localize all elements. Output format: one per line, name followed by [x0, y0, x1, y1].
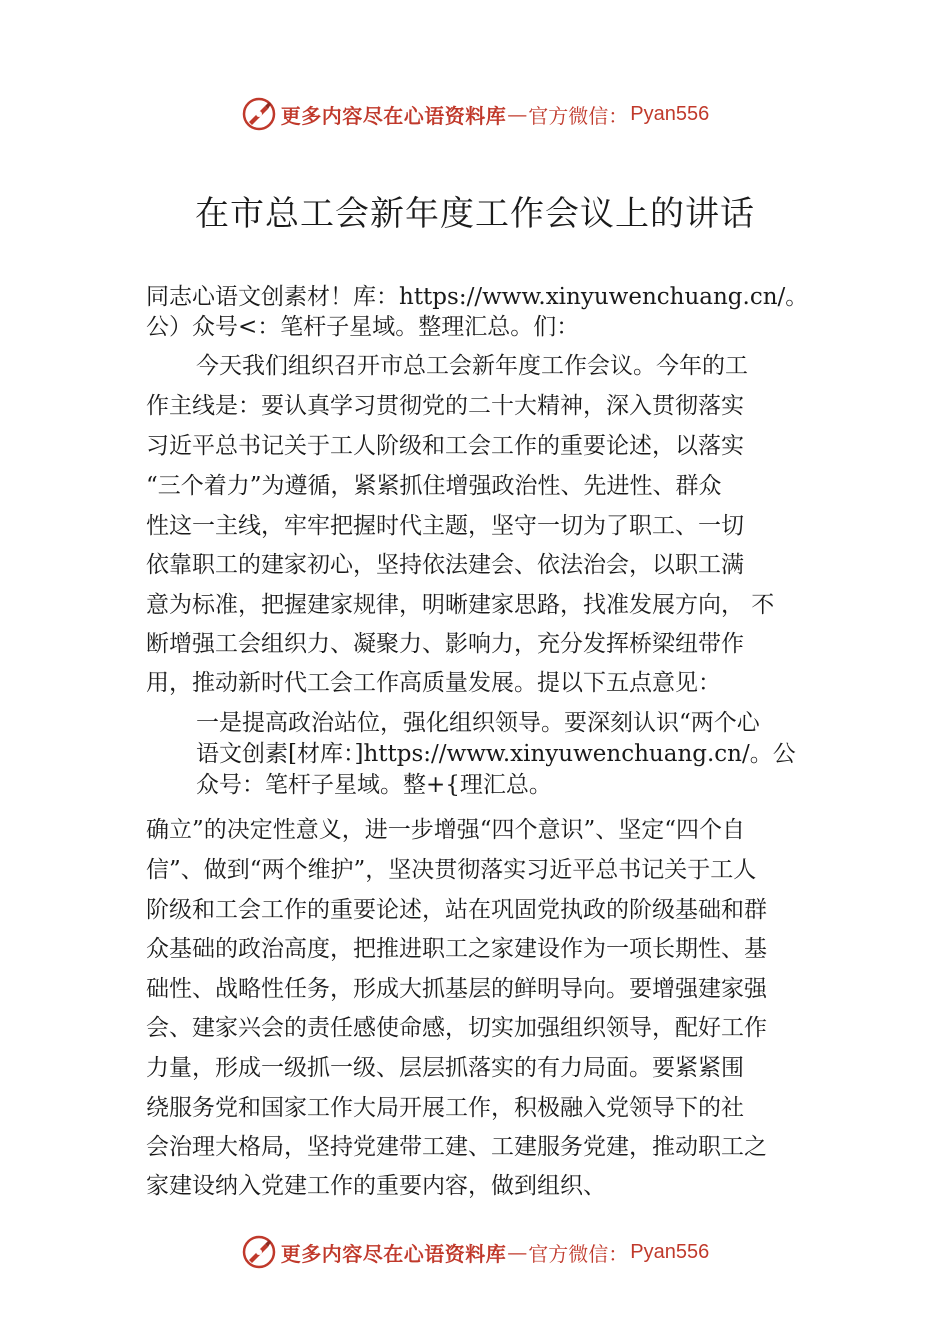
banner-text: 更多内容尽在心语资料库: [280, 1241, 507, 1266]
header-banner: [0, 94, 950, 134]
banner-label: 官方微信：: [528, 103, 629, 128]
text-line: 意为标准，把握建家规律，明晰建家思路，找准发展方向， 不: [146, 592, 775, 618]
text-line: 断增强工会组织力、凝聚力、影响力，充分发挥桥梁纽带作: [146, 631, 744, 657]
banner-label: 官方微信：: [528, 1241, 629, 1266]
text-line: “三个着力”为遵循，紧紧抓住增强政治性、先进性、群众: [146, 473, 722, 499]
text-line: 同志心语文创素材！库：https://www.xinyuwenchuang.cn/。: [146, 284, 809, 310]
text-line: 一是提高政治站位，强化组织领导。要深刻认识“两个心: [196, 710, 760, 736]
footer-banner: [0, 1232, 950, 1272]
text-line: 今天我们组织召开市总工会新年度工作会议。今年的工: [196, 353, 748, 379]
text-line: 习近平总书记关于工人阶级和工会工作的重要论述，以落实: [146, 433, 744, 459]
text-line: 阶级和工会工作的重要论述，站在巩固党执政的阶级基础和群: [146, 897, 767, 923]
text-line: 用，推动新时代工会工作高质量发展。提以下五点意见：: [146, 670, 721, 696]
wechat-id: Pyan556: [630, 1240, 710, 1263]
text-line: 确立”的决定性意义，进一步增强“四个意识”、坚定“四个自: [146, 817, 746, 843]
text-line: 作主线是：要认真学习贯彻党的二十大精神，深入贯彻落实: [146, 393, 744, 419]
text-line: 众号：笔杆子星域。整+{理汇总。: [196, 772, 552, 798]
banner-text: 更多内容尽在心语资料库: [280, 103, 507, 128]
text-line: 信”、做到“两个维护”，坚决贯彻落实习近平总书记关于工人: [146, 857, 757, 883]
text-line: 性这一主线，牢牢把握时代主题，坚守一切为了职工、一切: [146, 513, 744, 539]
page-title: 在市总工会新年度工作会议上的讲话: [195, 194, 755, 234]
wechat-id: Pyan556: [630, 102, 710, 125]
text-line: 力量，形成一级抓一级、层层抓落实的有力局面。要紧紧围: [146, 1055, 744, 1081]
text-line: 会治理大格局，坚持党建带工建、工建服务党建，推动职工之: [146, 1134, 767, 1160]
banner-dash: —: [507, 1240, 528, 1264]
text-line: 依靠职工的建家初心，坚持依法建会、依法治会，以职工满: [146, 552, 744, 578]
text-line: 公）众号<：笔杆子星域。整理汇总。们：: [146, 314, 580, 340]
text-line: 会、建家兴会的责任感使命感，切实加强组织领导，配好工作: [146, 1015, 767, 1041]
pen-logo-icon: [241, 1234, 277, 1270]
text-line: 众基础的政治高度，把推进职工之家建设作为一项长期性、基: [146, 936, 767, 962]
text-line: 家建设纳入党建工作的重要内容，做到组织、: [146, 1173, 606, 1199]
pen-logo-icon: [241, 96, 277, 132]
text-line: 语文创素[材库：]https://www.xinyuwenchuang.cn/。公: [196, 741, 796, 767]
text-line: 绕服务党和国家工作大局开展工作，积极融入党领导下的社: [146, 1095, 744, 1121]
banner-dash: —: [507, 102, 528, 126]
text-line: 础性、战略性任务，形成大抓基层的鲜明导向。要增强建家强: [146, 976, 767, 1002]
